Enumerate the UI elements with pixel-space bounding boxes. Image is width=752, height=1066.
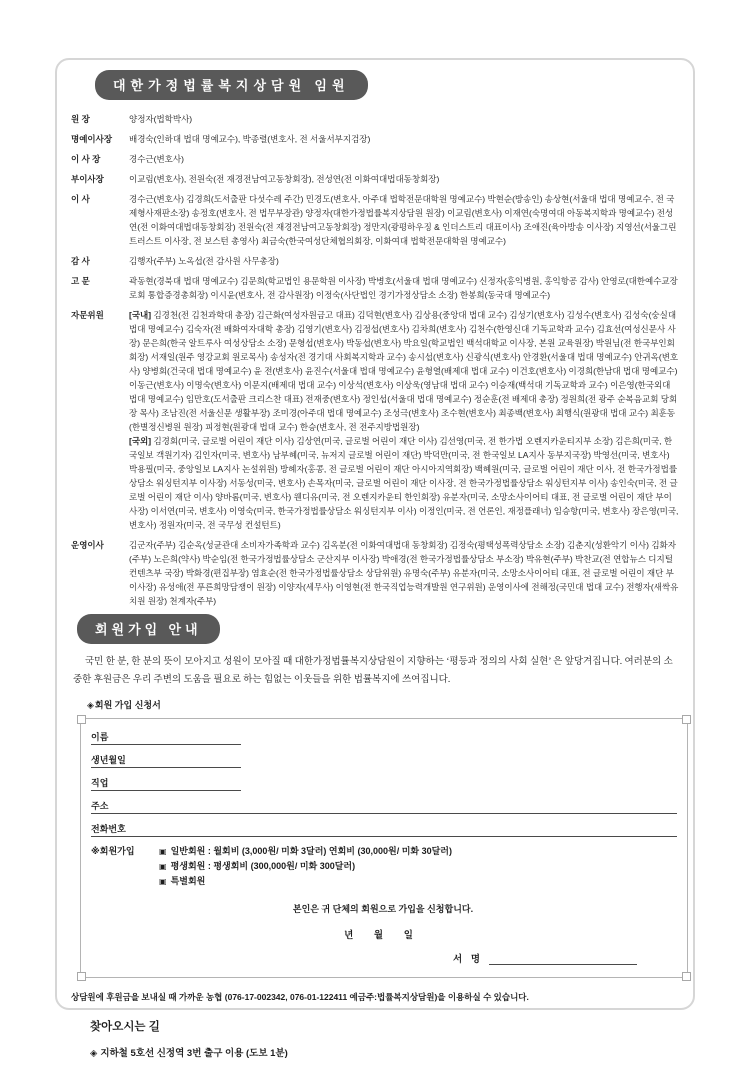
checkbox-icon: ▣ <box>159 877 167 886</box>
checkbox-icon: ▣ <box>159 862 167 871</box>
signature-line <box>489 953 637 965</box>
official-role-label: 감 사 <box>71 256 90 266</box>
directions-list <box>71 1045 679 1059</box>
official-names: 이교림(변호사), 전원숙(전 재경전남여고동창회장), 전성연(전 이화여대법대동창회장) <box>129 174 440 184</box>
advisor-group: [국외] 김경회(미국, 글로벌 어린이 재단 이사) 김상연(미국, 글로벌 어린이 재단 이사) 김선영(미국, 전 한가법 오렌지카운티지부 소장) 김은희(미국, 한국일보 객원기자) 김인자(미국, 변호사) 남부혜(미국, 뉴저지 글로벌 어린이 재단) 박덕만(미국, 전 한국일보 LA지사 동부지국장) 박영선(미국, 변호사) 박용필(미국, 중앙일보 LA지사 논설위원) 방혜자(홍콩, 전 글로벌 어린이 재단 아시아지역회장) 백혜원(미국, 글로벌 어린이 재단 이사, 전 한국가정법률상담소 워싱턴지부 이사장) 서동성(미국, 변호사) 손목자(미국, 글로벌 어린이 재단 이사장, 전 한국가정법률상담소 워싱턴지부 이사) 송인숙(미국, 전 글로벌 어린이 재단 이사) 양바롬(미국, 변호사) 웬디유(미국, 전 오렌지카운티 한인회장) 유분자(미국, 소망소사이어티 대표, 전 글로벌 어린이 재단 부이사장) 이서연(미국, 변호사) 이영숙(미국, 한국가정법률상담소 워싱턴지부 이사) 이정인(미국, 전 언론인, 재정플래너) 임승항(미국, 변호사) 장은영(미국, 변호사) 정원자(미국, 전 국무성 컨설턴트) <box>129 436 679 530</box>
official-names: 경수근(변호사) <box>129 154 184 164</box>
membership-option: ▣ 특별회원 <box>159 876 206 886</box>
official-names: 곽동현(경북대 법대 명예교수) 김문희(학교법인 용문학원 이사장) 박병호(서울대 법대 명예교수) 신정자(홍익병원, 홍익항공 감사) 안영로(대한예수교장로회 통합증경총회장) 이시윤(변호사, 전 감사원장) 이정숙(사단법인 경기가정상담소 소장) 한봉희(동국대 명예교수) <box>129 276 678 300</box>
officials-section-title: 대한가정법률복지상담원 임원 <box>113 78 350 93</box>
form-corner-ornament <box>682 972 691 981</box>
form-field-long: 주소 <box>91 798 677 814</box>
application-form-title-label: 회원 가입 신청서 <box>94 700 161 710</box>
official-row <box>71 254 679 268</box>
official-role-label: 운영이사 <box>71 540 104 550</box>
official-row <box>71 152 679 166</box>
membership-intro-paragraph: 국민 한 분, 한 분의 뜻이 모아지고 성원이 모아질 때 대한가정법률복지상담원이 지향하는 ‘평등과 정의의 사회 실현’ 은 앞당겨집니다. 여러분의 소중한 후원금은 우리 주변의 도움을 필요로 하는 힘없는 이웃들을 위한 법률복지에 쓰여집니다. <box>73 657 673 685</box>
application-form-title <box>87 698 679 711</box>
official-role-label: 이 사 <box>71 194 90 204</box>
signature-label: 서 명 <box>453 954 483 965</box>
form-corner-ornament <box>682 715 691 724</box>
form-corner-ornament <box>77 715 86 724</box>
official-names: 경수근(변호사) 김경희(도서출판 다섯수레 주간) 민경도(변호사, 아주대 법학전문대학원 명예교수) 박현순(방송인) 송상현(서울대 법대 명예교수, 전 국제형사재판소장) 송정호(변호사, 전 법무부장관) 양정자(대한가정법률복지상담원 원장) 이교림(변호사) 이재연(숙명여대 아동복지학과 명예교수) 전성연(전 이화여대법대동창회장) 전원숙(전 재경전남여고동창회장) 정만지(광평하우징 & 인더스트리 대표이사) 조애진(육아방송 이사장) 지영선(서울그린트러스트 이사장, 전 보스턴 총영사) 최금숙(한국여성단체협의회장, 이화여대 법학전문대학원 명예교수) <box>129 194 677 246</box>
official-row <box>71 538 679 608</box>
checkbox-icon: ▣ <box>159 847 167 856</box>
membership-option: ▣ 평생회원 : 평생회비 (300,000원/ 미화 300달러) <box>159 861 356 871</box>
directions-item: ◈ 지하철 5호선 신정역 3번 출구 이용 (도보 1분) <box>90 1048 288 1059</box>
official-role-label: 자문위원 <box>71 310 104 320</box>
form-corner-ornament <box>77 972 86 981</box>
diamond-icon: ◈ <box>87 700 94 710</box>
membership-option: ▣ 일반회원 : 월회비 (3,000원/ 미화 3달러) 연회비 (30,000원/ 미화 30달러) <box>159 846 452 856</box>
signature-row <box>91 951 637 965</box>
official-names <box>129 308 679 532</box>
membership-type-label: ※회원가입 <box>91 846 135 856</box>
application-date-line: 년 월 일 <box>344 930 422 941</box>
directions-title: 찾아오시는 길 <box>90 1021 160 1033</box>
official-names: 김군자(주부) 김순옥(성균관대 소비자가족학과 교수) 김옥분(전 이화여대법대 동창회장) 김정숙(평택성폭력상담소 소장) 김춘지(성환악기 이사) 김화자(주부) 노은희(약사) 박순임(전 한국가정법률상담소 군산지부 이사장) 박애경(전 한국가정법률상담소 부소장) 박유현(주부) 박찬교(전 연합뉴스 디지털컨텐츠부 국장) 박화경(편집부장) 염효순(전 한국가정법률상담소 상담위원) 유명숙(주부) 유분자(미국, 소망소사이어티 대표, 전 글로벌 어린이 재단 부이사장) 유성애(전 푸른희망담쟁이 원장) 이양자(세무사) 이영현(전 한국직업능력개발원 연구위원) 운영이사에 전해정(국민대 법대 교수) 전행자(새싹유치원 원장) 천계자(주부) <box>129 540 679 606</box>
form-field-short: 이름 <box>91 729 241 745</box>
advisor-group-tag: [국외] <box>129 436 154 446</box>
advisor-group-tag: [국내] <box>129 310 154 320</box>
membership-section-title: 회원가입 안내 <box>95 622 202 637</box>
official-role-label: 원 장 <box>71 114 90 124</box>
official-row <box>71 274 679 302</box>
membership-section-badge <box>77 614 220 644</box>
official-row <box>71 172 679 186</box>
membership-options <box>159 844 675 889</box>
form-field-short: 직업 <box>91 775 241 791</box>
officials-section-badge <box>95 70 368 100</box>
advisor-group: [국내] 김경천(전 김천과학대 총장) 김근화(여성자원금고 대표) 김덕현(변호사) 김상용(중앙대 법대 교수) 김성기(변호사) 김성수(변호사) 김성숙(숭실대 법대 명예교수) 김숙자(전 배화여자대학 총장) 김영기(변호사) 김정섭(변호사) 김차희(변호사) 김천수(한영신대 기독교학과 교수) 김효선(여성신문사 사장) 문은희(한국 알트루사 여성상담소 소장) 문형섭(변호사) 박동섭(변호사) 박요일(학교법인 백석대학교 이사장, 본원 교육원장) 박원님(전 한국부인회 회장) 서재일(원주 영강교회 원로목사) 송성자(전 경기대 사회복지학과 교수) 송시섭(변호사) 신광식(변호사) 안경환(서울대 법대 명예교수) 안귀옥(변호사) 양병회(건국대 법대 명예교수) 윤 전(변호사) 윤진수(서울대 법대 명예교수) 윤형열(배제대 법대 교수) 이건호(변호사) 이경희(한남대 법대 명예교수) 이동근(변호사) 이명숙(변호사) 이문지(배제대 법대 교수) 이상석(변호사) 이상욱(영남대 법대 교수) 이승재(백석대 기독교학과 교수) 이은영(한국외대 법대 명예교수) 임만호(도서출판 크리스찬 대표) 전재중(변호사) 정인섭(서울대 법대 명예교수) 정순훈(전 배제대 총장) 정원희(전 광주 순복음교회 당회장 목사) 조남진(전 서울신문 생활부장) 조미경(아주대 법대 명예교수) 조성극(변호사) 조수현(변호사) 최종백(변호사) 최행식(원광대 법대 교수) 최훈동(한별정신병원 원장) 피정현(원광대 법대 교수) 한승(변호사, 전 전주지방법원장) <box>129 310 679 432</box>
diamond-icon: ◈ <box>90 1048 98 1059</box>
official-names: 김행자(주부) 노옥섭(전 감사원 사무총장) <box>129 256 279 266</box>
official-role-label: 명예이사장 <box>71 134 113 144</box>
official-row <box>71 132 679 146</box>
form-field-short: 생년월일 <box>91 752 241 768</box>
form-field-long: 전화번호 <box>91 821 677 837</box>
official-role-label: 부이사장 <box>71 174 104 184</box>
officials-list <box>71 112 679 608</box>
membership-type-row <box>91 844 675 889</box>
official-names: 배경숙(인하대 법대 명예교수), 박종렬(변호사, 전 서울서부지검장) <box>129 134 371 144</box>
official-row <box>71 112 679 126</box>
form-fields <box>91 729 675 837</box>
donation-note: 상담원에 후원금을 보내실 때 가까운 농협 (076-17-002342, 076-01-122411 예금주:법률복지상담원)을 이용하실 수 있습니다. <box>71 992 529 1002</box>
application-declaration: 본인은 귀 단체의 회원으로 가입을 신청합니다. <box>292 904 474 914</box>
official-row <box>71 308 679 532</box>
official-role-label: 고 문 <box>71 276 90 286</box>
membership-application-form <box>80 718 688 978</box>
document-sheet <box>55 58 695 1059</box>
official-role-label: 이 사 장 <box>71 154 101 164</box>
official-names: 양정자(법학박사) <box>129 114 193 124</box>
official-row <box>71 192 679 248</box>
